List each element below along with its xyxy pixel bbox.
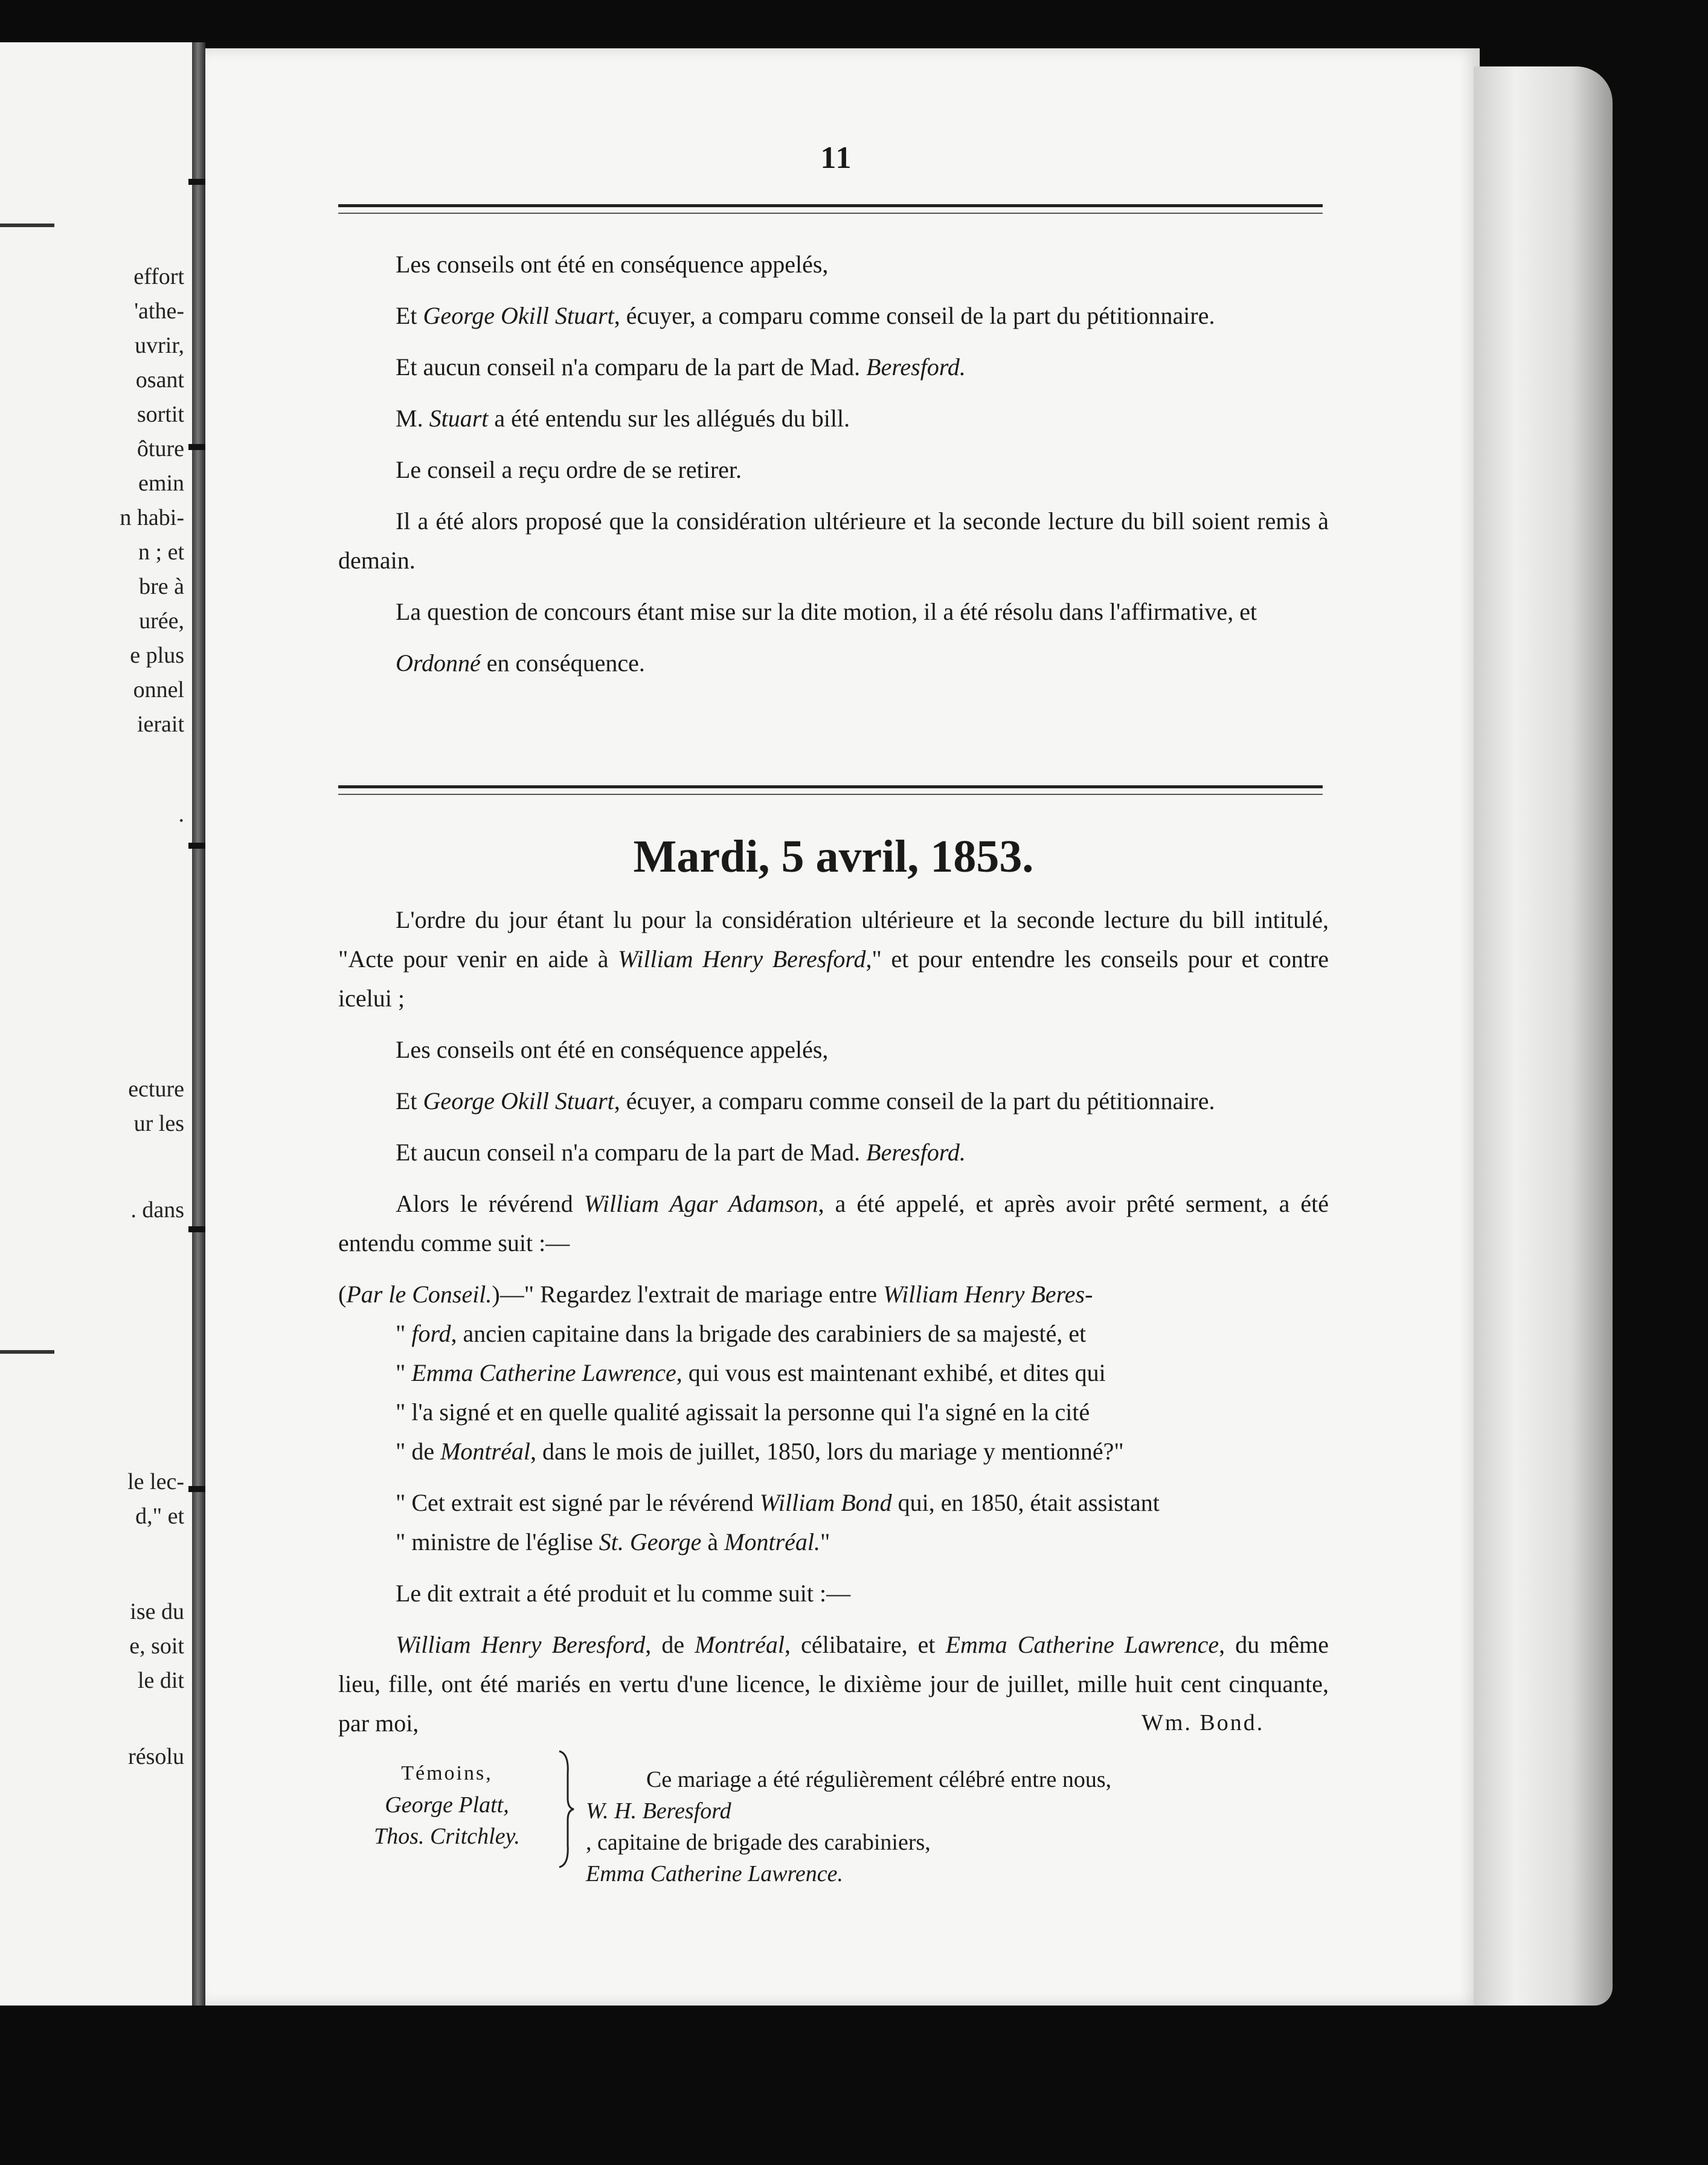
page-number: 11 [820,141,853,175]
italic-text: Emma Catherine Lawrence [411,1359,676,1386]
text-run: )—" Regardez l'extrait de mariage entre [492,1281,884,1308]
text-line [338,1353,1329,1392]
paragraph [338,900,1329,1018]
paragraph [338,399,1329,438]
text-run: , dans le mois de juillet, 1850, lors du mariage y mentionné?" [530,1438,1124,1465]
text-run: M. [396,405,429,432]
facing-page-text: 'athe- [134,298,184,324]
italic-text: Emma Catherine Lawrence [945,1631,1219,1658]
text-run: " de [396,1438,441,1465]
text-line [338,1275,1329,1314]
paragraph [338,1574,1329,1613]
text-run: " ministre de l'église [396,1528,599,1555]
italic-text: William Agar Adamson [583,1190,818,1217]
facing-page-text: résolu [128,1744,184,1769]
text-run: ( [338,1281,347,1308]
text-run: " [396,1359,412,1386]
italic-text: Beresford. [866,1139,966,1166]
text-run: Ce mariage a été régulièrement célébré entre nous, [646,1767,1112,1792]
text-run: , du même lieu, fille, ont été mariés en vertu d'une licence, le dixième jour de juillet, mille huit cent cinquante, par moi, [338,1631,1329,1737]
date-heading: Mardi, 5 avril, 1853. [633,831,1034,882]
text-line [338,1392,1329,1432]
witness-title: Témoins, [401,1762,493,1784]
text-line [338,1314,1329,1353]
page-edge [1474,66,1613,2006]
text-run: Les conseils ont été en conséquence appelés, [396,251,829,278]
paragraph [338,296,1329,335]
facing-page-text: ise du [130,1599,184,1624]
italic-text: George Okill Stuart [423,302,614,329]
italic-text: Stuart [429,405,489,432]
text-run: Et aucun conseil n'a comparu de la part de Mad. [396,1139,867,1166]
italic-text: W. H. Beresford [586,1798,731,1824]
text-run: , ancien capitaine dans la brigade des carabiniers de sa majesté, et [451,1320,1087,1347]
text-run: , écuyer, a comparu comme conseil de la part du pétitionnaire. [614,302,1215,329]
facing-page-text: ecture [128,1076,184,1102]
text-run: Les conseils ont été en conséquence appelés, [396,1036,829,1063]
paragraph [338,245,1329,284]
text-run: , célibataire, et [785,1631,946,1658]
text-run: " [820,1528,830,1555]
facing-page-text: e, soit [129,1633,184,1659]
italic-text: William Henry Beresford [618,945,866,973]
facing-page-fragment [0,42,192,2006]
paragraph [338,1081,1329,1121]
paragraph [338,450,1329,489]
italic-text: ford [411,1320,451,1347]
witness-name: Thos. Critchley. [374,1824,520,1849]
text-run: Alors le révérend [396,1190,584,1217]
text-run: a été entendu sur les allégués du bill. [488,405,850,432]
answer-block [338,1483,1329,1562]
paragraph [338,501,1329,580]
section-top [338,245,1329,683]
witness-name: George Platt, [385,1792,509,1818]
section-main [338,900,1329,1743]
facing-page-text: n ; et [138,539,184,565]
text-run: Et [396,1087,423,1115]
paragraph [338,643,1329,683]
witness-block [338,1758,556,1852]
text-run: " [396,1320,412,1347]
text-run: " Cet extrait est signé par le révérend [396,1489,760,1516]
facing-page-text: onnel [133,677,184,703]
facing-page-text: emin [138,471,184,496]
question-block [338,1275,1329,1471]
text-run: Le dit extrait a été produit et lu comme suit :— [396,1580,851,1607]
facing-page-text: . dans [130,1197,184,1223]
facing-page-text: . [178,802,184,827]
facing-page-text: ierait [136,712,184,737]
text-run: , a été appelé, et après avoir prêté serment, a été entendu comme suit :— [338,1190,1329,1256]
text-run: qui, en 1850, était assistant [891,1489,1160,1516]
paragraph [338,1184,1329,1263]
italic-text: George Okill Stuart [423,1087,614,1115]
text-run: , de [645,1631,695,1658]
facing-page-text: n habi- [120,505,184,530]
text-line [338,1522,1329,1562]
facing-page-text: osant [135,367,184,393]
facing-page-text: effort [133,264,184,289]
italic-text: William Bond [759,1489,892,1516]
italic-text: Montréal. [724,1528,821,1555]
certification-line [586,1795,1262,1858]
italic-text: St. George [599,1528,702,1555]
italic-text: Beresford. [866,353,966,381]
paragraph [338,592,1329,631]
facing-page-rule [0,224,54,227]
separator-rule [338,204,1323,214]
text-line [338,1483,1329,1522]
text-run: ," et pour entendre les conseils pour et contre icelui ; [338,945,1329,1012]
facing-page-text: d," et [135,1504,184,1529]
certification-line [586,1858,1262,1890]
text-line [338,1432,1329,1471]
text-run: Il a été alors proposé que la considération ultérieure et la seconde lecture du bill soient remis à demain. [338,507,1329,574]
book-spine [192,42,205,2006]
facing-page-text: ôture [136,436,184,462]
italic-text: Par le Conseil. [346,1281,492,1308]
facing-page-text: urée, [139,608,184,634]
facing-page-rule [0,1350,54,1354]
italic-text: William Henry Beresford [396,1631,646,1658]
certification-line [586,1764,1262,1795]
text-run: à [701,1528,725,1555]
facing-page-text: bre à [139,574,184,599]
text-run: , capitaine de brigade des carabiniers, [586,1830,931,1855]
italic-text: Ordonné [396,649,481,677]
facing-page-text: le dit [137,1668,184,1693]
paragraph [338,347,1329,387]
text-run: Et [396,302,423,329]
certification-block [586,1764,1262,1890]
text-run: La question de concours étant mise sur la dite motion, il a été résolu dans l'affirmative, et [396,598,1257,625]
facing-page-text: e plus [130,643,184,668]
facing-page-text: le lec- [127,1469,184,1494]
text-run: en conséquence. [480,649,645,677]
separator-rule [338,785,1323,795]
italic-text: Montréal [695,1631,785,1658]
text-run: Le conseil a reçu ordre de se retirer. [396,456,742,483]
paragraph [338,1133,1329,1172]
text-run: , qui vous est maintenant exhibé, et dites qui [676,1359,1106,1386]
text-run: , écuyer, a comparu comme conseil de la part du pétitionnaire. [614,1087,1215,1115]
facing-page-text: uvrir, [135,333,184,358]
text-run: L'ordre du jour étant lu pour la considération ultérieure et la seconde lecture du bill intitulé, "Acte pour venir en aide à [338,906,1329,973]
facing-page-text: ur les [133,1111,184,1136]
brace-icon [556,1749,576,1870]
italic-text: Emma Catherine Lawrence. [586,1861,844,1887]
text-run: " l'a signé et en quelle qualité agissait la personne qui l'a signé en la cité [396,1398,1090,1426]
italic-text: William Henry Beres- [883,1281,1093,1308]
italic-text: Montréal [440,1438,530,1465]
paragraph [338,1030,1329,1069]
text-run: Et aucun conseil n'a comparu de la part de Mad. [396,353,867,381]
facing-page-text: sortit [136,402,184,427]
signature: Wm. Bond. [1141,1710,1265,1736]
